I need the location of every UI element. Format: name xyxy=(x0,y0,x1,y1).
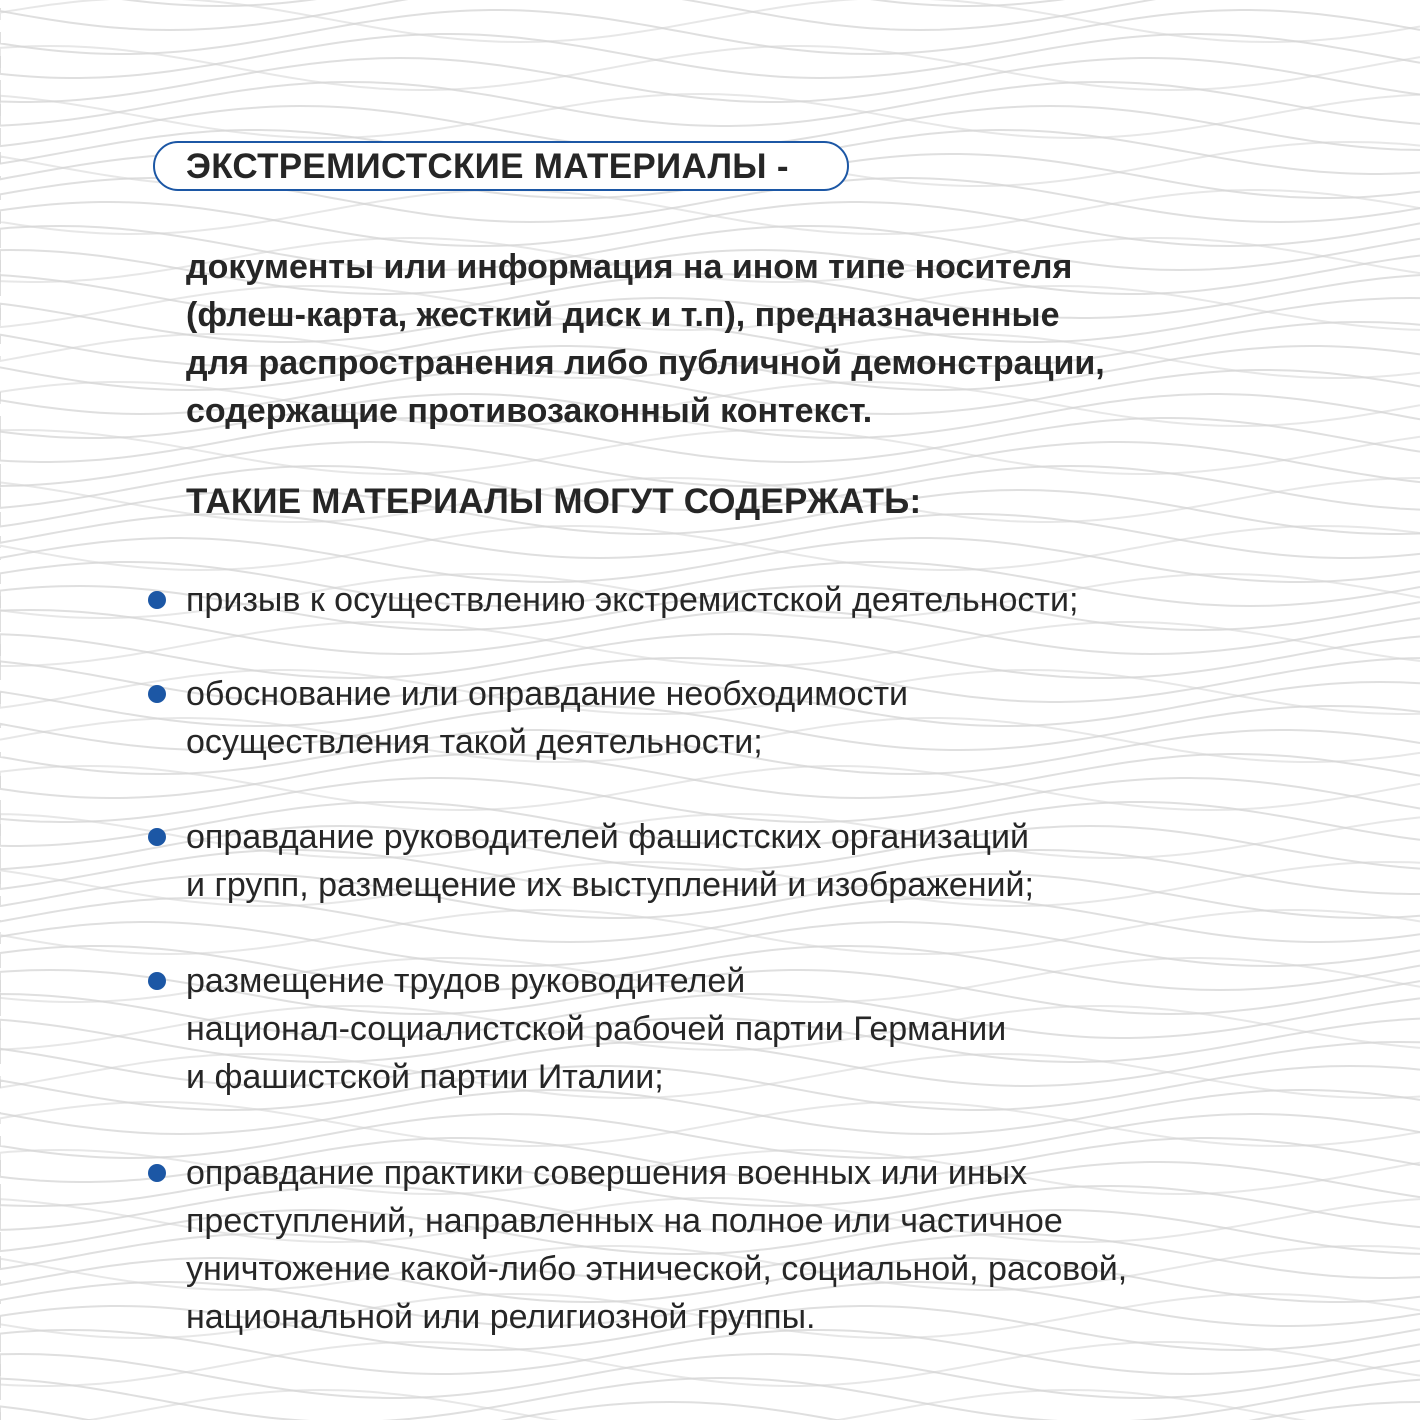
list-item xyxy=(186,1149,1306,1341)
definition-line: документы или информация на ином типе носителя xyxy=(186,248,1073,286)
bullet-dot-icon xyxy=(148,828,166,846)
list-item-line: призыв к осуществлению экстремистской деятельности; xyxy=(186,581,1079,619)
list-item-line: оправдание руководителей фашистских организаций xyxy=(186,818,1029,856)
definition-paragraph xyxy=(186,243,1286,435)
list-item-line: национал-социалистской рабочей партии Германии xyxy=(186,1010,1007,1048)
list-item-line: национальной или религиозной группы. xyxy=(186,1298,816,1336)
page-title: ЭКСТРЕМИСТСКИЕ МАТЕРИАЛЫ - xyxy=(186,147,789,186)
bullet-dot-icon xyxy=(148,685,166,703)
list-item xyxy=(186,576,1306,624)
bullet-dot-icon xyxy=(148,972,166,990)
list-item xyxy=(186,957,1306,1101)
list-item xyxy=(186,670,1306,766)
definition-line: (флеш-карта, жесткий диск и т.п), предназначенные xyxy=(186,296,1060,334)
list-item-line: осуществления такой деятельности; xyxy=(186,723,763,761)
list-item-line: и фашистской партии Италии; xyxy=(186,1058,664,1096)
list-item-line: уничтожение какой-либо этнической, социальной, расовой, xyxy=(186,1250,1128,1288)
list-item-line: обоснование или оправдание необходимости xyxy=(186,675,909,713)
bullet-dot-icon xyxy=(148,1164,166,1182)
definition-line: содержащие противозаконный контекст. xyxy=(186,392,873,430)
list-item-line: оправдание практики совершения военных или иных xyxy=(186,1154,1028,1192)
list-item xyxy=(186,813,1306,909)
list-item-line: преступлений, направленных на полное или частичное xyxy=(186,1202,1063,1240)
list-item-line: и групп, размещение их выступлений и изображений; xyxy=(186,866,1034,904)
list-heading: ТАКИЕ МАТЕРИАЛЫ МОГУТ СОДЕРЖАТЬ: xyxy=(186,482,922,521)
list-item-line: размещение трудов руководителей xyxy=(186,962,746,1000)
bullet-dot-icon xyxy=(148,591,166,609)
definition-line: для распространения либо публичной демонстрации, xyxy=(186,344,1105,382)
